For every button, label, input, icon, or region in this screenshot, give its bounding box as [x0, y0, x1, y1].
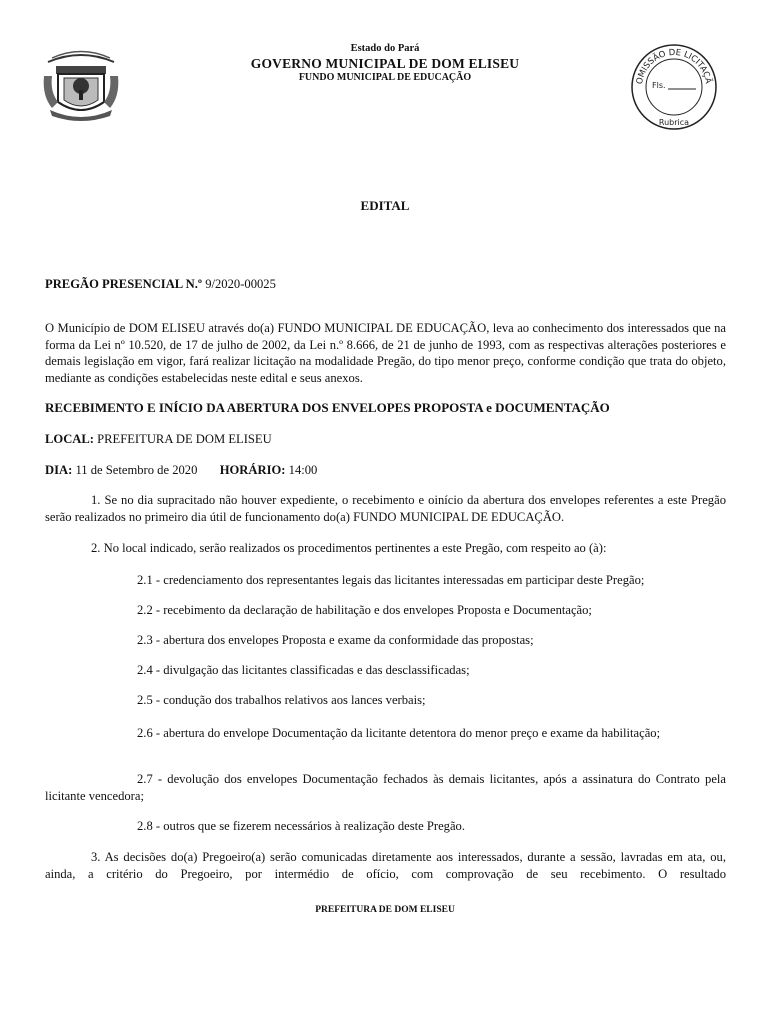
local-line [45, 431, 735, 448]
subitem-2-6: 2.6 - abertura do envelope Documentação da licitante detentora do menor preço e exame da habilitação; [137, 726, 661, 740]
svg-text:COMISSÃO DE LICITAÇÃO: OMISSÃO DE LICITAÇÃ [635, 47, 713, 86]
day-label: DIA: [45, 463, 73, 477]
item-2: 2. No local indicado, serão realizados os procedimentos pertinentes a este Pregão, com respeito ao (à): [91, 541, 607, 555]
item-1: 1. Se no dia supracitado não houver expediente, o recebimento e oinício da abertura dos envelopes referentes a este Pregão serão realizados no primeiro dia útil de funcionamento do(a) FUNDO MUNICIPAL DE EDUCAÇÃO. [45, 493, 726, 524]
local-value: PREFEITURA DE DOM ELISEU [97, 432, 272, 446]
fund-name: FUNDO MUNICIPAL DE EDUCAÇÃO [298, 72, 472, 83]
document-title: EDITAL [360, 198, 410, 213]
state-name: Estado do Pará [350, 43, 420, 54]
pregao-label: PREGÃO PRESENCIAL N.º [45, 277, 203, 291]
licitacao-commission-stamp [630, 43, 718, 131]
subitem-2-3: 2.3 - abertura dos envelopes Proposta e exame da conformidade das propostas; [137, 633, 534, 647]
subitem-2-8: 2.8 - outros que se fizerem necessários à realização deste Pregão. [137, 819, 465, 833]
receiving-heading: RECEBIMENTO E INÍCIO DA ABERTURA DOS ENVELOPES PROPOSTA e DOCUMENTAÇÃO [45, 400, 610, 415]
time-value: 14:00 [288, 463, 318, 477]
subitem-2-5: 2.5 - condução dos trabalhos relativos aos lances verbais; [137, 693, 426, 707]
subitem-2-4: 2.4 - divulgação das licitantes classificadas e das desclassificadas; [137, 663, 470, 677]
time-label: HORÁRIO: [219, 463, 286, 477]
page-footer: PREFEITURA DE DOM ELISEU [315, 905, 455, 915]
schedule-line [45, 462, 735, 479]
item-3: 3. As decisões do(a) Pregoeiro(a) serão comunicadas diretamente aos interessados, durante a sessão, lavradas em ata, ou, ainda, a critério do Pregoeiro, por intermédio de ofício, com comprovação de seu recebimento. O resultado [45, 850, 726, 881]
intro-paragraph: O Município de DOM ELISEU através do(a) FUNDO MUNICIPAL DE EDUCAÇÃO, leva ao conhecimento dos interessados que na forma da Lei nº 10.520, de 17 de julho de 2002, da Lei n.º 8.666, de 21 de junho de 1993, com as respectivas alterações posteriores e demais legislação em vigor, fará realizar licitação na modalidade Pregão, do tipo menor preço, conforme condição que trata do objeto, mediante as condições estabelecidas neste edital e seus anexos. [45, 321, 726, 385]
svg-text:Rubrica: Rubrica [658, 118, 690, 127]
subitem-2-2: 2.2 - recebimento da declaração de habilitação e dos envelopes Proposta e Documentação; [137, 603, 592, 617]
subitem-2-1: 2.1 - credenciamento dos representantes legais das licitantes interessadas em participar deste Pregão; [137, 573, 645, 587]
government-name: GOVERNO MUNICIPAL DE DOM ELISEU [250, 56, 520, 71]
pregao-number: 9/2020-00025 [205, 277, 276, 291]
svg-text:Fls.: Fls. [652, 81, 666, 90]
day-value: 11 de Setembro de 2020 [75, 463, 198, 477]
subitem-2-7: 2.7 - devolução dos envelopes Documentação fechados às demais licitantes, após a assinatura do Contrato pela licitante vencedora; [45, 772, 726, 803]
local-label: LOCAL: [45, 432, 94, 446]
pregao-number-line [45, 276, 735, 293]
